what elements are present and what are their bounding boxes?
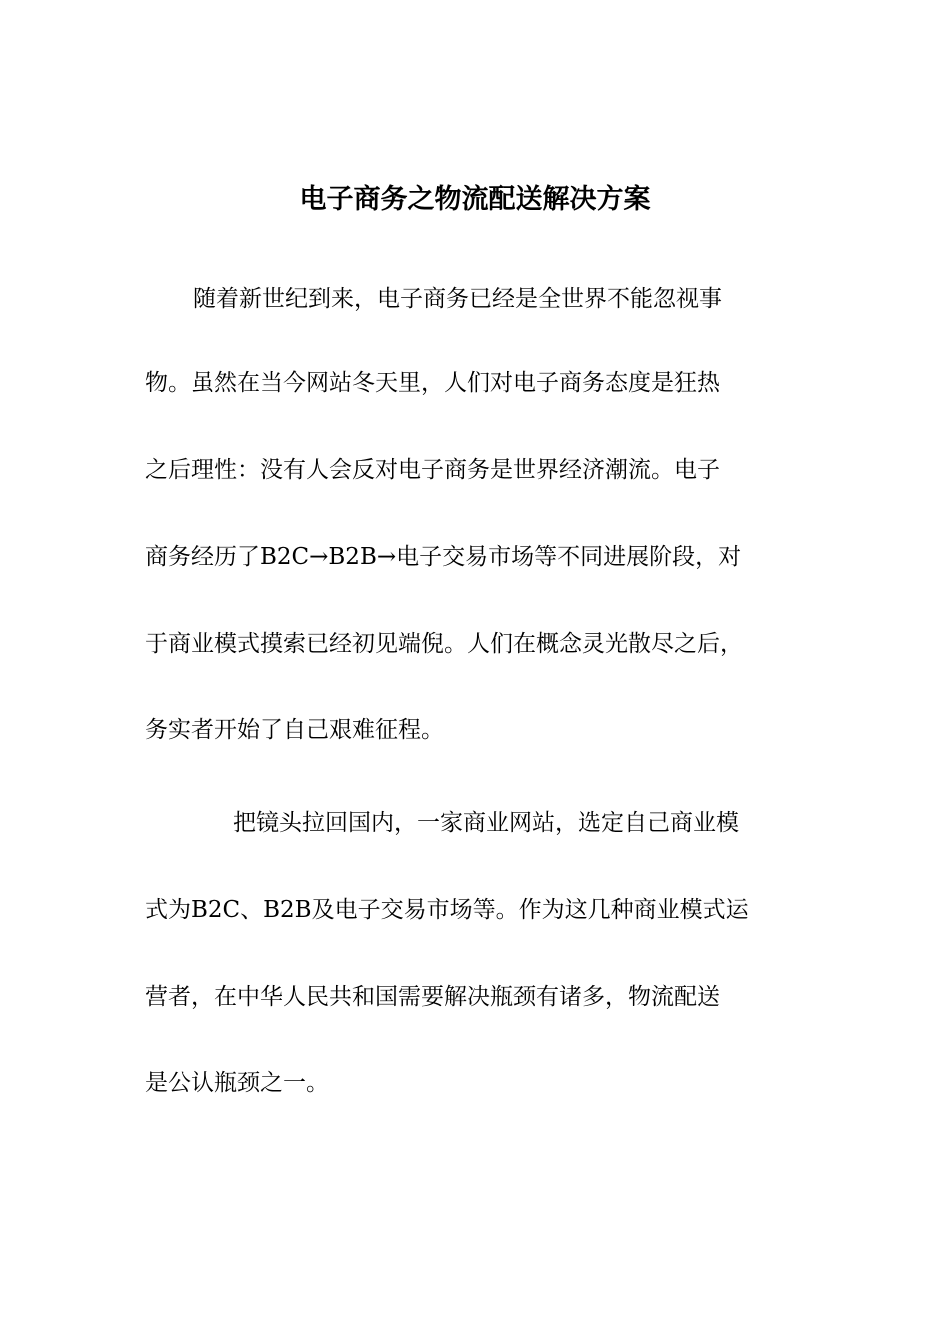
paragraph-line: 式为B2C、B2B及电子交易市场等。作为这几种商业模式运	[145, 897, 749, 923]
paragraph-line: 于商业模式摸索已经初见端倪。人们在概念灵光散尽之后，	[145, 631, 743, 657]
paragraph-line: 是公认瓶颈之一。	[145, 1070, 329, 1096]
paragraph-line: 务实者开始了自己艰难征程。	[145, 717, 444, 743]
document-title: 电子商务之物流配送解决方案	[299, 184, 651, 215]
paragraph-line: 商务经历了B2C→B2B→电子交易市场等不同进展阶段，对	[145, 544, 742, 570]
paragraph-line: 物。虽然在当今网站冬天里，人们对电子商务态度是狂热	[145, 370, 720, 396]
paragraph-line: 之后理性：没有人会反对电子商务是世界经济潮流。电子	[145, 457, 720, 483]
paragraph-line: 把镜头拉回国内，一家商业网站，选定自己商业模	[233, 810, 739, 836]
paragraph-line: 营者，在中华人民共和国需要解决瓶颈有诸多，物流配送	[145, 984, 720, 1010]
paragraph-line: 随着新世纪到来，电子商务已经是全世界不能忽视事	[193, 286, 722, 312]
